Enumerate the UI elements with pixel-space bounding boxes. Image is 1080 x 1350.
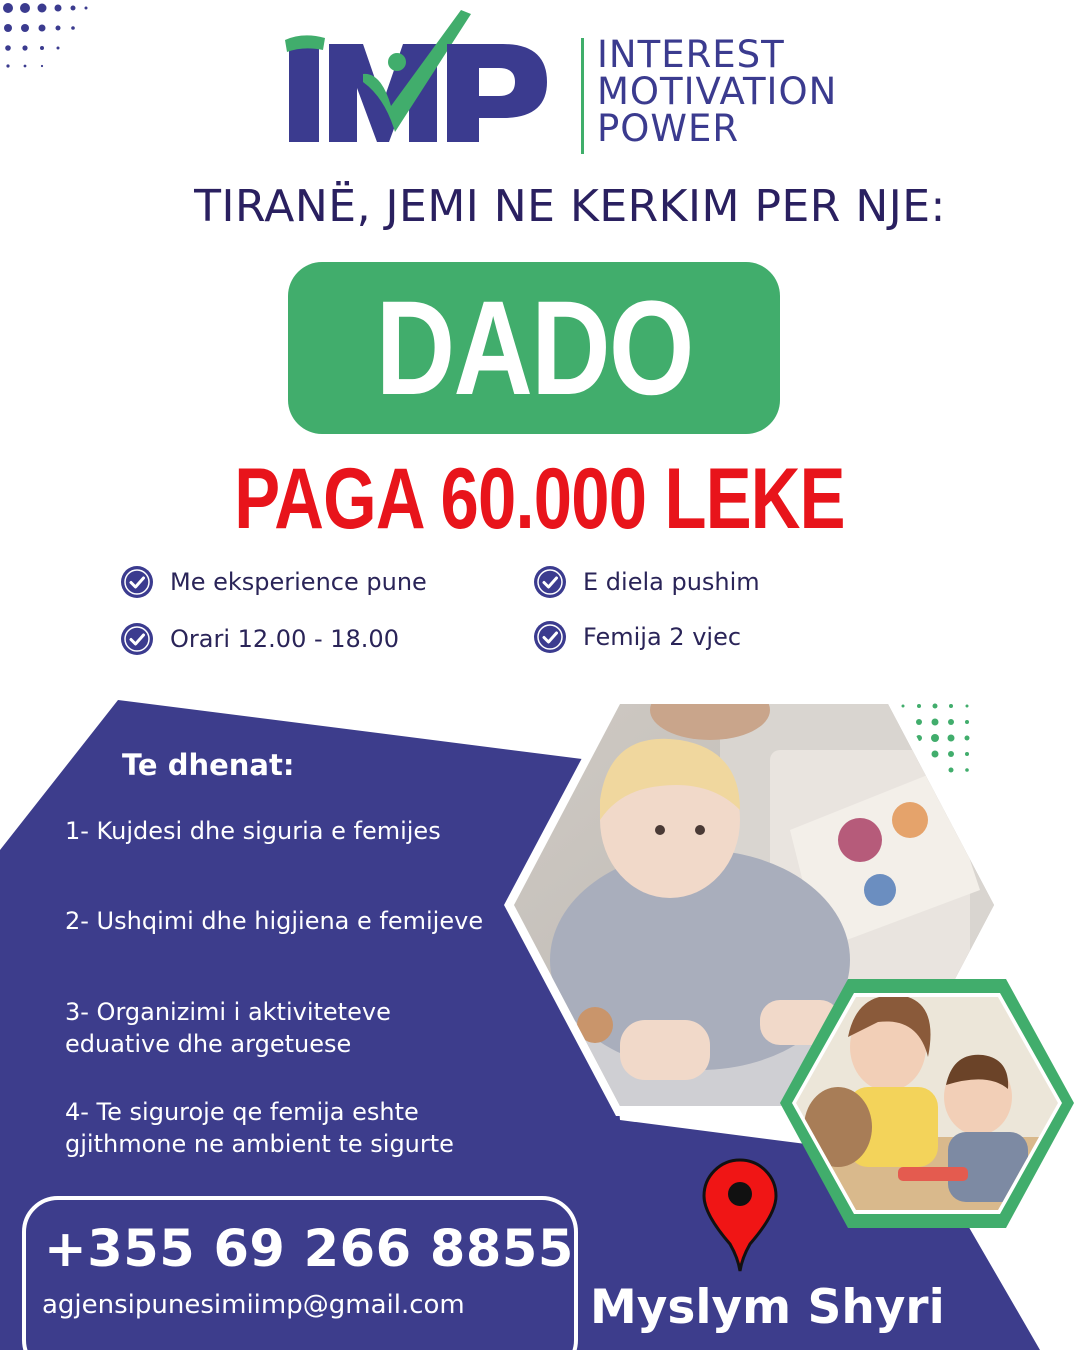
- childcare-photo-secondary: [778, 977, 1076, 1230]
- duty-item: 1- Kujdesi dhe siguria e femijes: [65, 817, 441, 845]
- tagline-line-3: POWER: [597, 107, 740, 150]
- duty-item: 3- Organizimi i aktiviteteve eduative dhe argetuese: [65, 998, 391, 1058]
- position-title: DADO: [375, 273, 693, 423]
- tagline-line-2: MOTIVATION: [597, 70, 838, 113]
- location-label: Myslym Shyri: [590, 1280, 945, 1335]
- tagline-line-1: INTEREST: [597, 33, 785, 76]
- headline: TIRANË, JEMI NE KERKIM PER NJE:: [194, 181, 946, 232]
- requirement-label: Orari 12.00 - 18.00: [170, 625, 399, 653]
- salary-value: PAGA 60.000 LEKE: [234, 451, 846, 547]
- requirement-label: E diela pushim: [583, 568, 760, 596]
- details-title: Te dhenat:: [122, 748, 295, 782]
- duty-item: 2- Ushqimi dhe higjiena e femijeve: [65, 907, 484, 935]
- requirement-label: Femija 2 vjec: [583, 623, 742, 651]
- phone-number[interactable]: +355 69 266 8855: [44, 1220, 574, 1279]
- email-address[interactable]: agjensipunesimiimp@gmail.com: [42, 1290, 465, 1320]
- requirement-label: Me eksperience pune: [170, 568, 427, 596]
- duty-item: 4- Te siguroje qe femija eshte gjithmone ne ambient te sigurte: [65, 1098, 454, 1158]
- location-pin-icon: [700, 1158, 780, 1273]
